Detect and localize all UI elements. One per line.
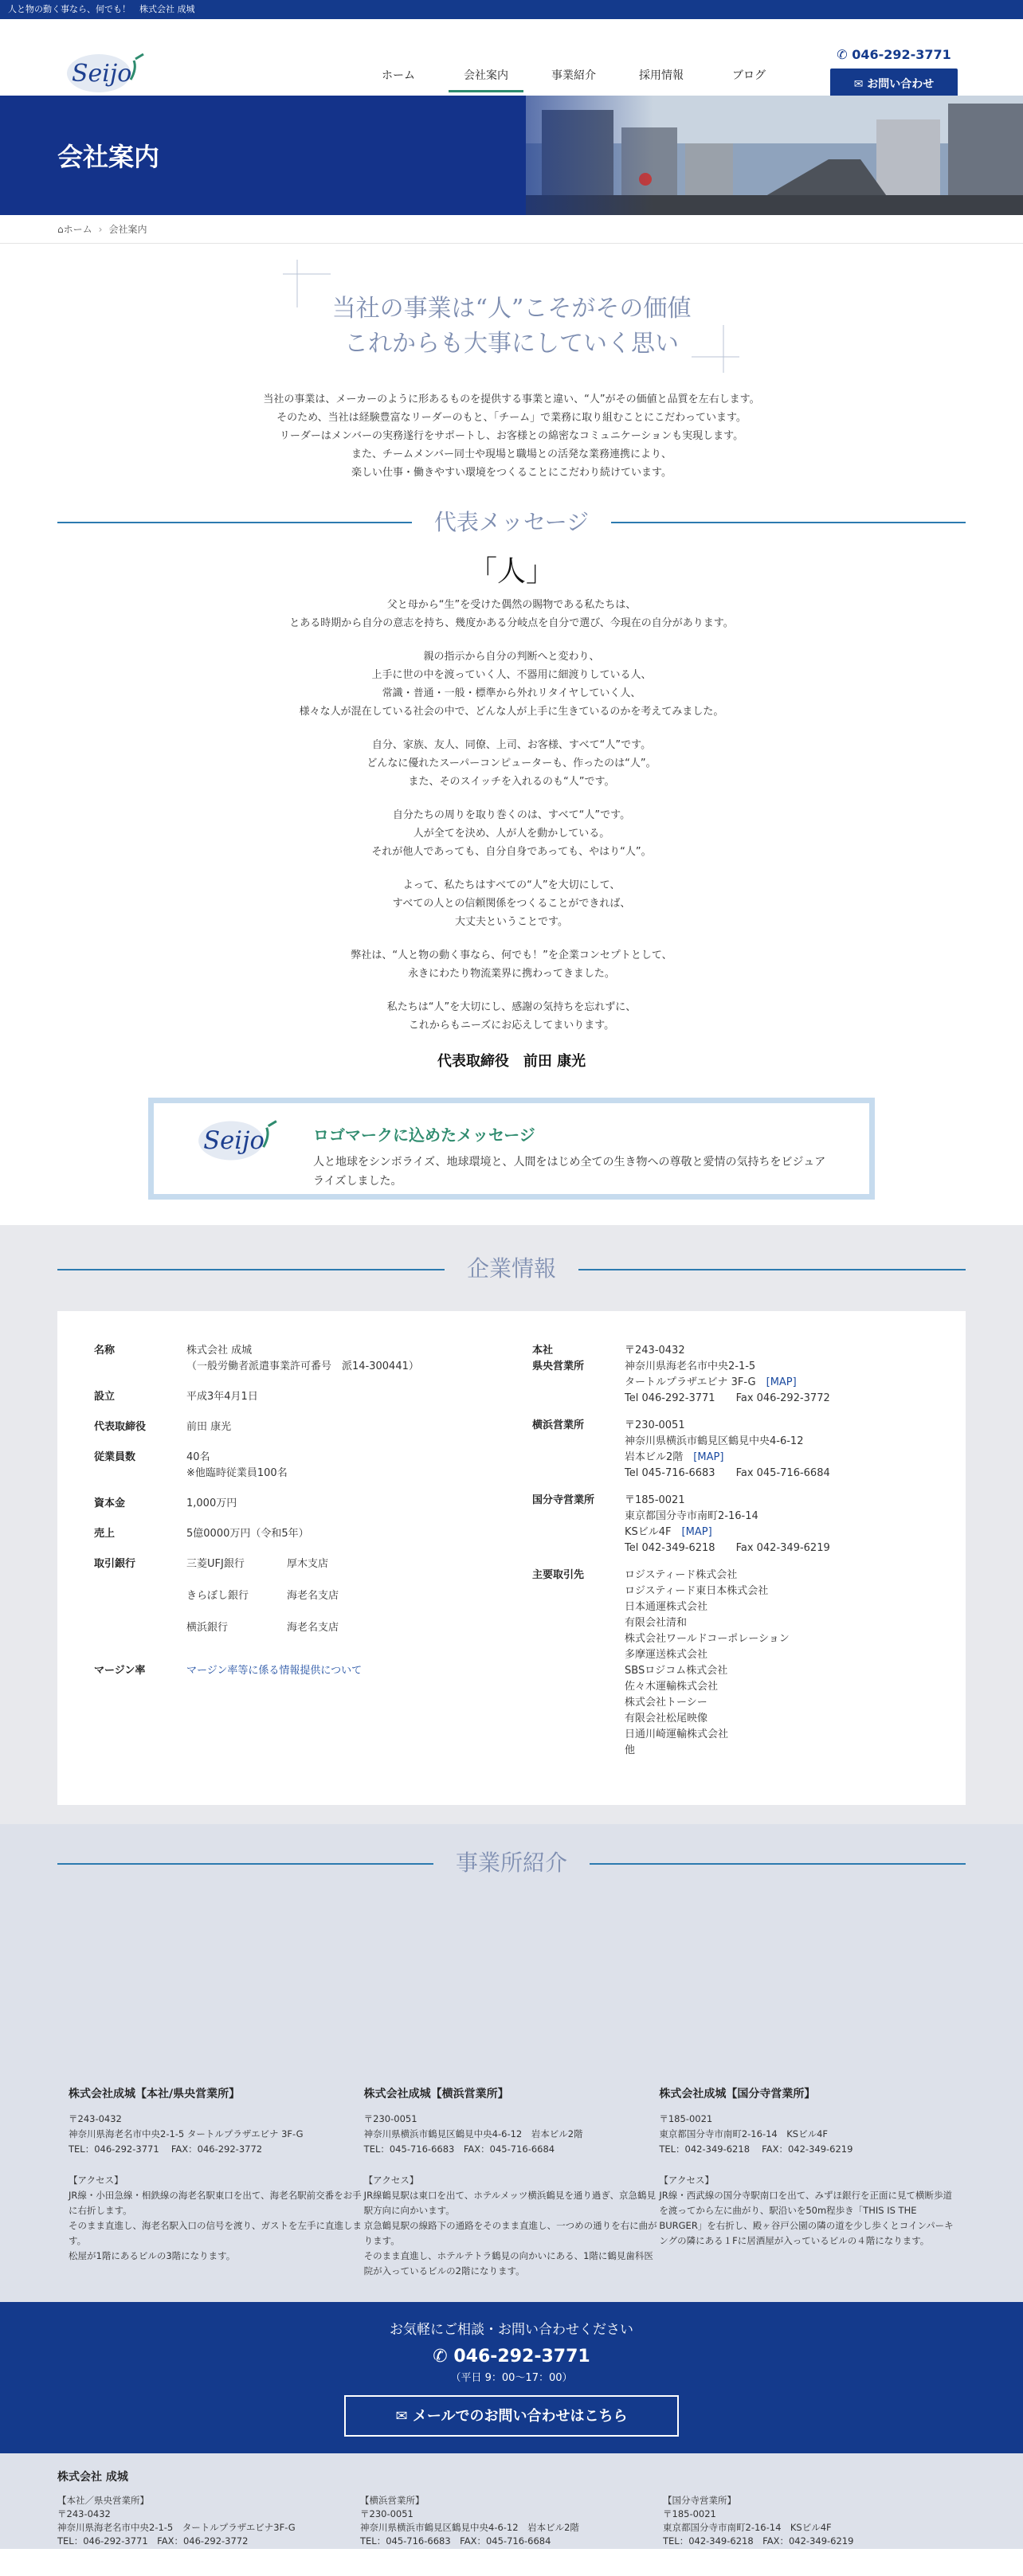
access-line: JR線鶴見駅は東口を出て、ホテルメッツ横浜鶴見を通り過ぎ、京急鶴見駅方向に向かいます。 [363, 2189, 656, 2216]
access-line: そのまま直進し、ホテルテトラ鶴見の向かいにある、1階に鶴見歯科医院が入っているビルの2階になります。 [363, 2249, 653, 2277]
info-key-line: 本社 [532, 1344, 554, 1357]
message-line: 大丈夫ということです。 [455, 916, 568, 928]
client-item: 有限会社清和 [625, 1616, 688, 1629]
access-line: 松屋が1階にあるビルの3階になります。 [69, 2249, 236, 2261]
access-line: 京急鶴見駅の線路下の通路をそのまま直進し、一つめの通りを右に曲がります。 [363, 2219, 657, 2246]
phone-icon: ✆ [433, 2346, 454, 2367]
section-title: 企業情報 [467, 1255, 557, 1282]
intro-line: 当社の事業は、メーカーのように形あるものを提供する事業と違い、“人”がその価値と品質を左右します。 [263, 393, 760, 405]
info-key: 名称 [94, 1344, 116, 1357]
info-row-margin [94, 1663, 508, 1679]
info-key: 設立 [94, 1390, 116, 1403]
divider [57, 522, 412, 523]
breadcrumb [0, 215, 1023, 244]
info-value [625, 1493, 929, 1556]
intro-line: そのため、当社は経験豊富なリーダーのもと、「チーム」で業務に取り組むことにこだわっています。 [276, 412, 747, 424]
cta-phone-number: 046-292-3771 [453, 2346, 590, 2367]
bank-name: きらぼし銀行 [186, 1589, 249, 1602]
intro-line: また、チームメンバー同士や現場と職場との活発な業務連携により、 [351, 448, 672, 460]
bank-line [186, 1556, 508, 1572]
tel-fax: Tel 046-292-3771 Fax 046-292-3772 [625, 1392, 830, 1404]
info-key-line: 県央営業所 [532, 1360, 585, 1372]
section-heading [0, 1840, 1023, 1888]
site-header [0, 19, 1023, 96]
info-row-name [94, 1343, 508, 1375]
cta-phone[interactable] [0, 2343, 1023, 2370]
info-row-kokubunji [532, 1493, 929, 1556]
email-contact-button[interactable] [344, 2395, 679, 2437]
address-line: TEL：045-716-6683 FAX：045-716-6684 [363, 2143, 555, 2155]
message-line: これからもニーズにお応えしてまいります。 [408, 1020, 615, 1032]
intro-heading-line: 当社の事業は“人”こそがその価値 [331, 295, 692, 323]
message-line: 人が全てを決め、人が人を動かしている。 [413, 828, 610, 840]
home-icon: ⌂ [57, 224, 64, 235]
info-value: 1,000万円 [186, 1497, 237, 1509]
section-title: 代表メッセージ [433, 508, 590, 535]
message-line: 自分、家族、友人、同僚、上司、お客様、すべて“人”です。 [371, 739, 652, 751]
info-key: 売上 [94, 1527, 116, 1540]
company-info-card [57, 1311, 966, 1805]
message-line: また、そのスイッチを入れるのも“人”です。 [408, 776, 615, 788]
client-item: 有限会社松尾映像 [625, 1712, 708, 1725]
info-key: 主要取引先 [532, 1568, 585, 1581]
access-line: JR線・小田急線・相鉄線の海老名駅東口を出て、海老名駅前交番をお手に右折します。 [69, 2189, 362, 2216]
message-line: 父と母から“生”を受けた偶然の賜物である私たちは、 [386, 599, 637, 611]
address-line: KSビル4F [625, 1525, 672, 1538]
address-line: TEL：042-349-6218 FAX：042-349-6219 [659, 2143, 853, 2155]
footer-company-name: 株式会社 成城 [57, 2470, 128, 2484]
divider [57, 1269, 445, 1270]
office-address [659, 2112, 954, 2157]
info-key: 代表取締役 [94, 1420, 147, 1433]
info-row-banks [94, 1556, 508, 1652]
address-line: 岩本ビル2階 [625, 1450, 684, 1463]
office-access [69, 2173, 364, 2264]
access-line: 【アクセス】 [69, 2174, 123, 2186]
intro-heading-line: これからも大事にしていく思い [344, 330, 679, 358]
main-nav [355, 67, 793, 91]
message-line: 上手に世の中を渡っていく人、不器用に細渡りしている人、 [371, 669, 652, 681]
hero-overlay [446, 96, 653, 215]
client-item: 他 [625, 1744, 636, 1756]
info-key: 従業員数 [94, 1450, 136, 1463]
company-info-section [0, 1225, 1023, 1824]
message-paragraph [0, 806, 1023, 861]
info-key: 取引銀行 [94, 1557, 136, 1570]
ceo-signature: 代表取締役 前田 康光 [437, 1053, 586, 1070]
bank-name: 横浜銀行 [186, 1621, 229, 1634]
message-paragraph [0, 736, 1023, 791]
nav-recruit[interactable]: 採用情報 [639, 69, 684, 82]
footer-line: 〒185-0021 [663, 2507, 716, 2519]
message-paragraph [0, 648, 1023, 721]
company-info-right [508, 1343, 929, 1773]
nav-company[interactable]: 会社案内 [442, 67, 530, 91]
footer-office [360, 2494, 663, 2548]
divider [590, 1863, 966, 1865]
bank-branch: 厚木支店 [287, 1557, 329, 1570]
footer-line: TEL：046-292-3771 FAX：046-292-3772 [57, 2535, 249, 2547]
message-line: よって、私たちはすべての“人”を大切にして、 [402, 879, 621, 891]
office-card [69, 2087, 364, 2295]
svg-text:Seijo: Seijo [203, 1126, 265, 1155]
client-item: ロジスティード東日本株式会社 [625, 1584, 769, 1597]
client-item: ロジスティード株式会社 [625, 1568, 738, 1581]
info-row-employees [94, 1450, 508, 1482]
logo-message-title: ロゴマークに込めたメッセージ [313, 1125, 535, 1145]
employee-count: 40名 [186, 1450, 210, 1463]
breadcrumb-separator: › [98, 224, 103, 235]
footer-office [663, 2494, 966, 2548]
nav-business[interactable]: 事業紹介 [551, 69, 596, 82]
footer-line: TEL：042-349-6218 FAX：042-349-6219 [663, 2535, 854, 2547]
footer-line: 【国分寺営業所】 [663, 2494, 736, 2506]
info-row-established [94, 1389, 508, 1405]
seijo-logo-icon [62, 49, 148, 97]
section-heading [0, 499, 1023, 546]
message-line: すべての人との信頼関係をつくることができれば、 [392, 898, 631, 910]
bank-name: 三菱UFJ銀行 [186, 1557, 245, 1570]
access-line: そのまま直進し、海老名駅入口の信号を渡り、ガストを左手に直進します。 [69, 2219, 362, 2246]
access-line: 【アクセス】 [363, 2174, 419, 2186]
top-bar: 人と物の動く事なら、何でも！ 株式会社 成城 [0, 0, 1023, 19]
company-name: 株式会社 成城 [186, 1344, 253, 1357]
page-hero [0, 96, 1023, 215]
site-footer [0, 2453, 1023, 2549]
address-line: 〒243-0432 [69, 2112, 122, 2124]
divider [57, 1863, 433, 1865]
message-line: 常識・普通・一般・標準から外れリタイヤしていく人、 [382, 687, 641, 699]
office-card [659, 2087, 954, 2295]
map-link[interactable]: [MAP] [681, 1525, 712, 1538]
ceo-message-section [0, 499, 1023, 1200]
logo-message-text [313, 1113, 831, 1194]
address-line: 神奈川県横浜市鶴見区鶴見中央4-6-12 岩本ビル2階 [363, 2128, 583, 2139]
email-contact-label: メールでのお問い合わせはこちら [412, 2407, 628, 2425]
map-link[interactable]: [MAP] [693, 1450, 724, 1463]
contact-cta [0, 2302, 1023, 2453]
info-row-sales [94, 1526, 508, 1542]
breadcrumb-current: 会社案内 [108, 224, 147, 235]
footer-line: TEL：045-716-6683 FAX：045-716-6684 [360, 2535, 551, 2547]
map-link[interactable]: [MAP] [766, 1376, 797, 1388]
office-title: 株式会社成城【国分寺営業所】 [659, 2087, 816, 2100]
map-area[interactable] [0, 1888, 1023, 2071]
info-row-hq [532, 1343, 929, 1407]
info-key [532, 1343, 625, 1407]
message-line: それが他人であっても、自分自身であっても、やはり“人”。 [371, 846, 652, 858]
info-value: 前田 康光 [186, 1420, 232, 1433]
client-item: SBSロジコム株式会社 [625, 1664, 728, 1677]
address-line: 神奈川県海老名市中央2-1-5 [625, 1360, 756, 1372]
header-phone[interactable] [830, 45, 958, 64]
office-address [69, 2112, 364, 2157]
info-row-clients [532, 1568, 929, 1759]
logo-message-body: 人と地球をシンボライズ、地球環境と、人間をはじめ全ての生き物への尊敬と愛情の気持ちをビジュアライズしました。 [313, 1155, 826, 1188]
intro-heading [0, 244, 1023, 362]
footer-offices [57, 2494, 966, 2548]
bank-branch: 海老名支店 [287, 1621, 339, 1634]
tel-fax: Tel 042-349-6218 Fax 042-349-6219 [625, 1541, 830, 1554]
message-line: どんなに優れたスーパーコンピューターも、作ったのは“人”。 [366, 758, 657, 769]
office-address [364, 2112, 660, 2157]
seijo-logo-icon [194, 1113, 281, 1169]
header-contact-area [830, 45, 958, 100]
address-line: 〒230-0051 [363, 2112, 417, 2124]
address-line: 神奈川県横浜市鶴見区鶴見中央4-6-12 [625, 1435, 804, 1447]
margin-rate-link[interactable]: マージン率等に係る情報提供について [186, 1664, 363, 1677]
site-logo[interactable] [62, 49, 148, 97]
message-paragraph [0, 596, 1023, 632]
address-line: 東京都国分寺市南町2-16-14 [625, 1509, 758, 1522]
office-title: 株式会社成城【本社/県央営業所】 [69, 2087, 241, 2100]
section-heading [0, 1246, 1023, 1294]
bank-branch: 海老名支店 [287, 1589, 339, 1602]
breadcrumb-home[interactable] [57, 224, 92, 235]
info-value [186, 1556, 508, 1652]
footer-line: 〒243-0432 [57, 2507, 111, 2519]
office-card [364, 2087, 660, 2295]
info-key: 横浜営業所 [532, 1419, 585, 1431]
info-row-yokohama [532, 1418, 929, 1482]
client-item: 日本通運株式会社 [625, 1600, 708, 1613]
page-title: 会社案内 [57, 142, 160, 172]
address-line: タートルプラザエビナ 3F-G [625, 1376, 756, 1388]
intro-line: 楽しい仕事・働きやすい環境をつくることにこだわり続けています。 [351, 467, 672, 479]
address-line: TEL：046-292-3771 FAX：046-292-3772 [69, 2143, 263, 2155]
info-value [186, 1450, 508, 1482]
footer-line: 東京都国分寺市南町2-16-14 KSビル4F [663, 2521, 832, 2533]
client-item: 株式会社トーシー [625, 1696, 707, 1709]
decor-cross-icon [692, 325, 739, 373]
address-line: 東京都国分寺市南町2-16-14 KSビル4F [659, 2128, 828, 2139]
address-line: 〒185-0021 [625, 1494, 685, 1506]
info-value [625, 1343, 929, 1407]
phone-icon: ✆ [837, 47, 852, 62]
footer-line: 神奈川県海老名市中央2-1-5 タートルプラザエビナ3F-G [57, 2521, 296, 2533]
info-key: 国分寺営業所 [532, 1494, 595, 1506]
office-access [364, 2173, 660, 2279]
intro-body [0, 390, 1023, 482]
mail-icon: ✉ [395, 2407, 413, 2425]
intro-line: リーダーはメンバーの実務遂行をサポートし、お客様との綿密なコミュニケーションも実現します。 [279, 430, 744, 442]
footer-line: 【本社／県央営業所】 [57, 2494, 149, 2506]
intro-section [0, 244, 1023, 499]
divider [578, 1269, 966, 1270]
message-line: 自分たちの周りを取り巻くのは、すべて“人”です。 [392, 809, 631, 821]
license-number: （一般労働者派遣事業許可番号 派14-300441） [186, 1360, 419, 1372]
message-paragraph [0, 998, 1023, 1035]
bank-line [186, 1588, 508, 1604]
footer-line: 【横浜営業所】 [360, 2494, 425, 2506]
footer-line: 神奈川県横浜市鶴見区鶴見中央4-6-12 岩本ビル2階 [360, 2521, 579, 2533]
nav-blog[interactable]: ブログ [732, 69, 766, 82]
info-value [625, 1418, 929, 1482]
svg-text:Seijo: Seijo [72, 60, 132, 88]
message-line: 私たちは“人”を大切にし、感謝の気持ちを忘れずに、 [386, 1001, 637, 1013]
address-line: 〒243-0432 [625, 1344, 685, 1357]
info-row-ceo [94, 1419, 508, 1435]
message-line: 弊社は、“人と物の動く事なら、何でも！”を企業コンセプトとして、 [351, 949, 672, 961]
info-key: マージン率 [94, 1664, 146, 1677]
divider [611, 522, 966, 523]
cta-hours: （平日 9：00〜17：00） [450, 2372, 573, 2385]
section-title: 事業所紹介 [456, 1850, 568, 1877]
tel-fax: Tel 045-716-6683 Fax 045-716-6684 [625, 1466, 830, 1479]
message-line: 親の指示から自分の判断へと変わり、 [423, 651, 600, 663]
nav-home[interactable]: ホーム [382, 69, 415, 82]
message-line: とある時期から自分の意志を持ち、幾度かある分岐点を自分で選び、今現在の自分があります。 [289, 617, 734, 629]
company-info-left [94, 1343, 508, 1773]
footer-office [57, 2494, 360, 2548]
header-phone-number: 046-292-3771 [852, 47, 951, 62]
message-paragraph [0, 876, 1023, 931]
message-line: 様々な人が混在している社会の中で、どんな人が上手に生きているのかを考えてみました。 [299, 706, 724, 718]
info-value: 平成3年4月1日 [186, 1390, 258, 1403]
info-value: 5億0000万円（令和5年） [186, 1527, 309, 1540]
message-paragraph [0, 946, 1023, 983]
client-item: 日通川崎運輸株式会社 [625, 1728, 729, 1740]
address-line: 〒185-0021 [659, 2112, 713, 2124]
info-value [186, 1343, 508, 1375]
offices-section [0, 1824, 1023, 2302]
cta-lead: お気軽にご相談・お問い合わせください [390, 2321, 633, 2338]
office-title: 株式会社成城【横浜営業所】 [363, 2087, 509, 2100]
mail-icon: ✉ [853, 78, 868, 91]
client-item: 多摩運送株式会社 [625, 1648, 708, 1661]
client-item: 佐々木運輸株式会社 [625, 1680, 719, 1693]
message-line: 永きにわたり物流業界に携わってきました。 [408, 968, 615, 980]
info-key: 資本金 [94, 1497, 126, 1509]
decor-cross-icon [283, 260, 331, 307]
address-line: 〒230-0051 [625, 1419, 685, 1431]
access-line: JR線・西武線の国分寺駅南口を出て、みずほ銀行を正面に見て横断歩道を渡ってから左に曲がり、駅沿いを50m程歩き「THIS IS THE BURGER」を右折し、殿ヶ谷戸公園の隣の道を少し歩くとコインパーキングの隣にある１Fに居酒屋が入っているビルの４階になります。 [659, 2189, 954, 2246]
footer-line: 〒230-0051 [360, 2507, 414, 2519]
logo-message-box [148, 1098, 875, 1200]
client-item: 株式会社ワールドコーポレーション [625, 1632, 790, 1645]
header-contact-label: お問い合わせ [867, 78, 935, 91]
info-row-capital [94, 1496, 508, 1512]
access-line: 【アクセス】 [659, 2174, 714, 2186]
info-value [625, 1568, 929, 1759]
breadcrumb-home-label: ホーム [63, 224, 92, 235]
address-line: 神奈川県海老名市中央2-1-5 タートルプラザエビナ 3F-G [69, 2128, 304, 2139]
temp-employee-count: ※他臨時従業員100名 [186, 1466, 288, 1479]
bank-line [186, 1620, 508, 1636]
office-access [659, 2173, 954, 2249]
message-title: 「人」 [468, 555, 555, 588]
office-list [0, 2087, 1023, 2295]
